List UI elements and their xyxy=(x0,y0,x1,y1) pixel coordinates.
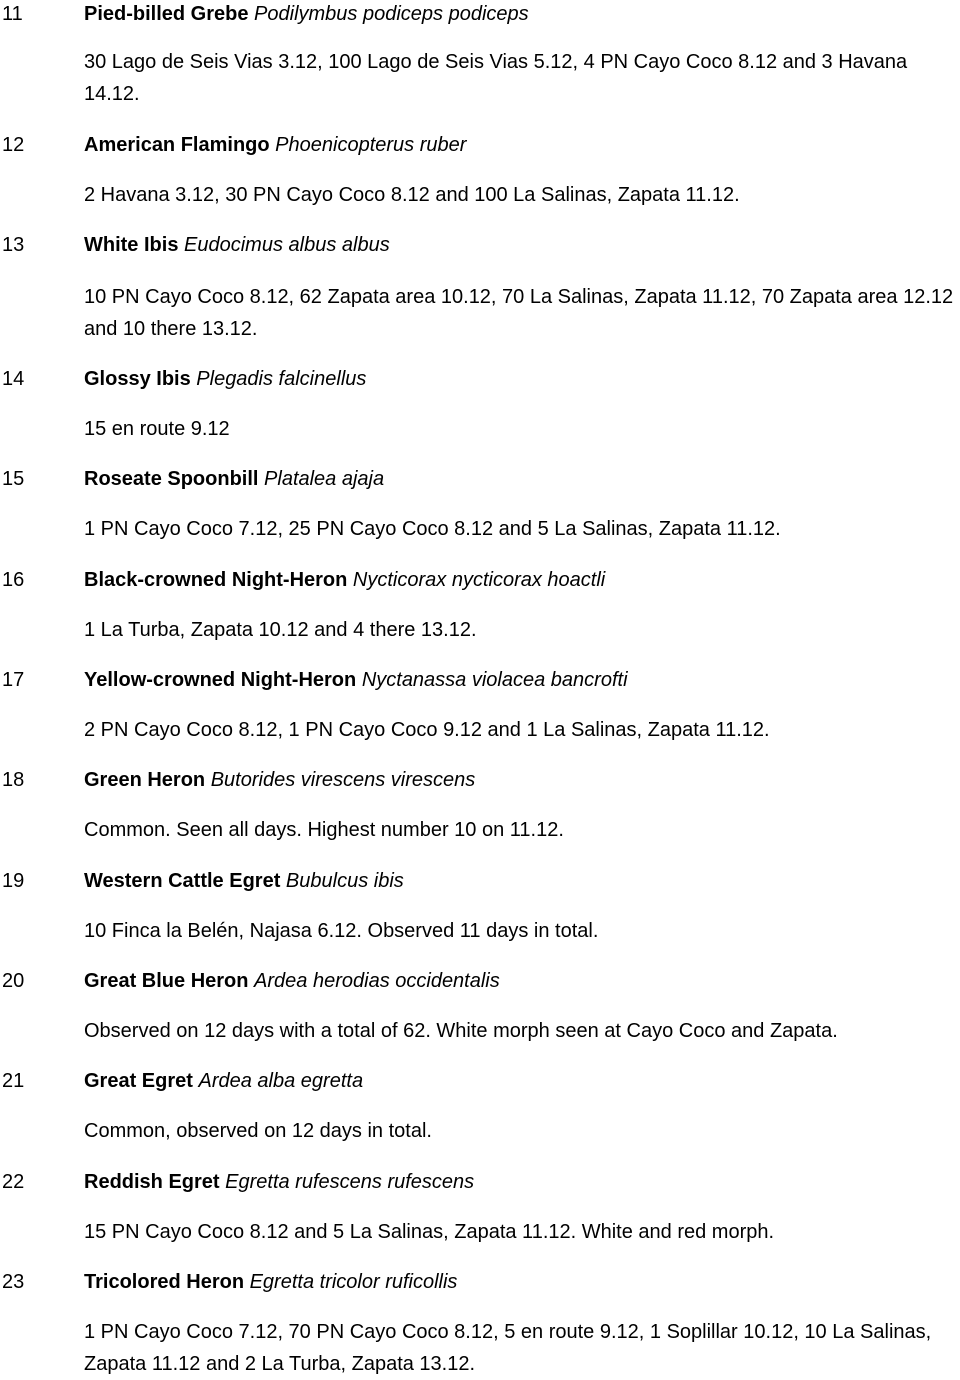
common-name: American Flamingo xyxy=(84,134,270,156)
species-heading xyxy=(84,664,628,696)
species-number: 19 xyxy=(2,870,25,892)
species-heading xyxy=(84,229,390,261)
species-heading xyxy=(84,865,404,897)
species-number: 13 xyxy=(2,234,25,256)
scientific-name: Egretta tricolor ruficollis xyxy=(249,1271,458,1293)
common-name: Great Egret xyxy=(84,1070,193,1092)
species-notes: Common. Seen all days. Highest number 10 on 11.12. xyxy=(84,819,564,841)
species-notes: Observed on 12 days with a total of 62. White morph seen at Cayo Coco and Zapata. xyxy=(84,1020,838,1042)
species-heading xyxy=(84,1065,363,1097)
species-notes: 10 Finca la Belén, Najasa 6.12. Observed 11 days in total. xyxy=(84,920,599,942)
common-name: Reddish Egret xyxy=(84,1171,220,1193)
species-heading xyxy=(84,1266,457,1298)
common-name: Green Heron xyxy=(84,769,206,791)
species-number: 20 xyxy=(2,970,25,992)
species-number: 16 xyxy=(2,569,25,591)
species-heading xyxy=(84,363,366,395)
species-heading xyxy=(84,1166,474,1198)
scientific-name: Nycticorax nycticorax hoactli xyxy=(352,569,606,591)
scientific-name: Phoenicopterus ruber xyxy=(275,134,467,156)
common-name: Great Blue Heron xyxy=(84,970,249,992)
species-notes: 1 PN Cayo Coco 7.12, 25 PN Cayo Coco 8.12 and 5 La Salinas, Zapata 11.12. xyxy=(84,518,781,540)
species-number: 18 xyxy=(2,769,25,791)
common-name: White Ibis xyxy=(84,234,179,256)
scientific-name: Bubulcus ibis xyxy=(285,870,404,892)
scientific-name: Butorides virescens virescens xyxy=(210,769,476,791)
species-heading xyxy=(84,965,500,997)
species-notes: 2 PN Cayo Coco 8.12, 1 PN Cayo Coco 9.12 and 1 La Salinas, Zapata 11.12. xyxy=(84,719,770,741)
species-notes: 1 PN Cayo Coco 7.12, 70 PN Cayo Coco 8.12, 5 en route 9.12, 1 Soplillar 10.12, 10 La Salinas, Zapata 11.12 and 2 La Turba, Zapata 13.12. xyxy=(84,1321,932,1375)
scientific-name: Ardea alba egretta xyxy=(198,1070,364,1092)
species-notes: 2 Havana 3.12, 30 PN Cayo Coco 8.12 and 100 La Salinas, Zapata 11.12. xyxy=(84,184,740,206)
scientific-name: Ardea herodias occidentalis xyxy=(254,970,500,992)
species-number: 15 xyxy=(2,468,25,490)
common-name: Tricolored Heron xyxy=(84,1271,245,1293)
species-notes: 1 La Turba, Zapata 10.12 and 4 there 13.12. xyxy=(84,619,477,641)
species-number: 12 xyxy=(2,134,25,156)
common-name: Yellow-crowned Night-Heron xyxy=(84,669,357,691)
species-heading xyxy=(84,0,529,30)
species-heading xyxy=(84,463,384,495)
common-name: Roseate Spoonbill xyxy=(84,468,259,490)
scientific-name: Egretta rufescens rufescens xyxy=(225,1171,475,1193)
species-notes: 15 en route 9.12 xyxy=(84,418,230,440)
scientific-name: Plegadis falcinellus xyxy=(196,368,367,390)
species-number: 21 xyxy=(2,1070,25,1092)
scientific-name: Eudocimus albus albus xyxy=(184,234,390,256)
common-name: Pied-billed Grebe xyxy=(84,3,249,25)
species-heading xyxy=(84,564,605,596)
species-number: 17 xyxy=(2,669,25,691)
species-heading xyxy=(84,129,466,161)
species-number: 23 xyxy=(2,1271,25,1293)
species-number: 14 xyxy=(2,368,25,390)
scientific-name: Platalea ajaja xyxy=(264,468,385,490)
scientific-name: Podilymbus podiceps podiceps xyxy=(254,3,529,25)
common-name: Western Cattle Egret xyxy=(84,870,281,892)
species-notes: Common, observed on 12 days in total. xyxy=(84,1120,432,1142)
species-heading xyxy=(84,764,475,796)
common-name: Glossy Ibis xyxy=(84,368,191,390)
species-number: 11 xyxy=(2,3,23,25)
species-number: 22 xyxy=(2,1171,25,1193)
species-notes: 30 Lago de Seis Vias 3.12, 100 Lago de Seis Vias 5.12, 4 PN Cayo Coco 8.12 and 3 Havana 14.12. xyxy=(84,51,908,105)
species-notes: 15 PN Cayo Coco 8.12 and 5 La Salinas, Zapata 11.12. White and red morph. xyxy=(84,1221,775,1243)
species-notes: 10 PN Cayo Coco 8.12, 62 Zapata area 10.12, 70 La Salinas, Zapata 11.12, 70 Zapata area 12.12 and 10 there 13.12. xyxy=(84,286,954,340)
common-name: Black-crowned Night-Heron xyxy=(84,569,348,591)
scientific-name: Nyctanassa violacea bancrofti xyxy=(361,669,628,691)
